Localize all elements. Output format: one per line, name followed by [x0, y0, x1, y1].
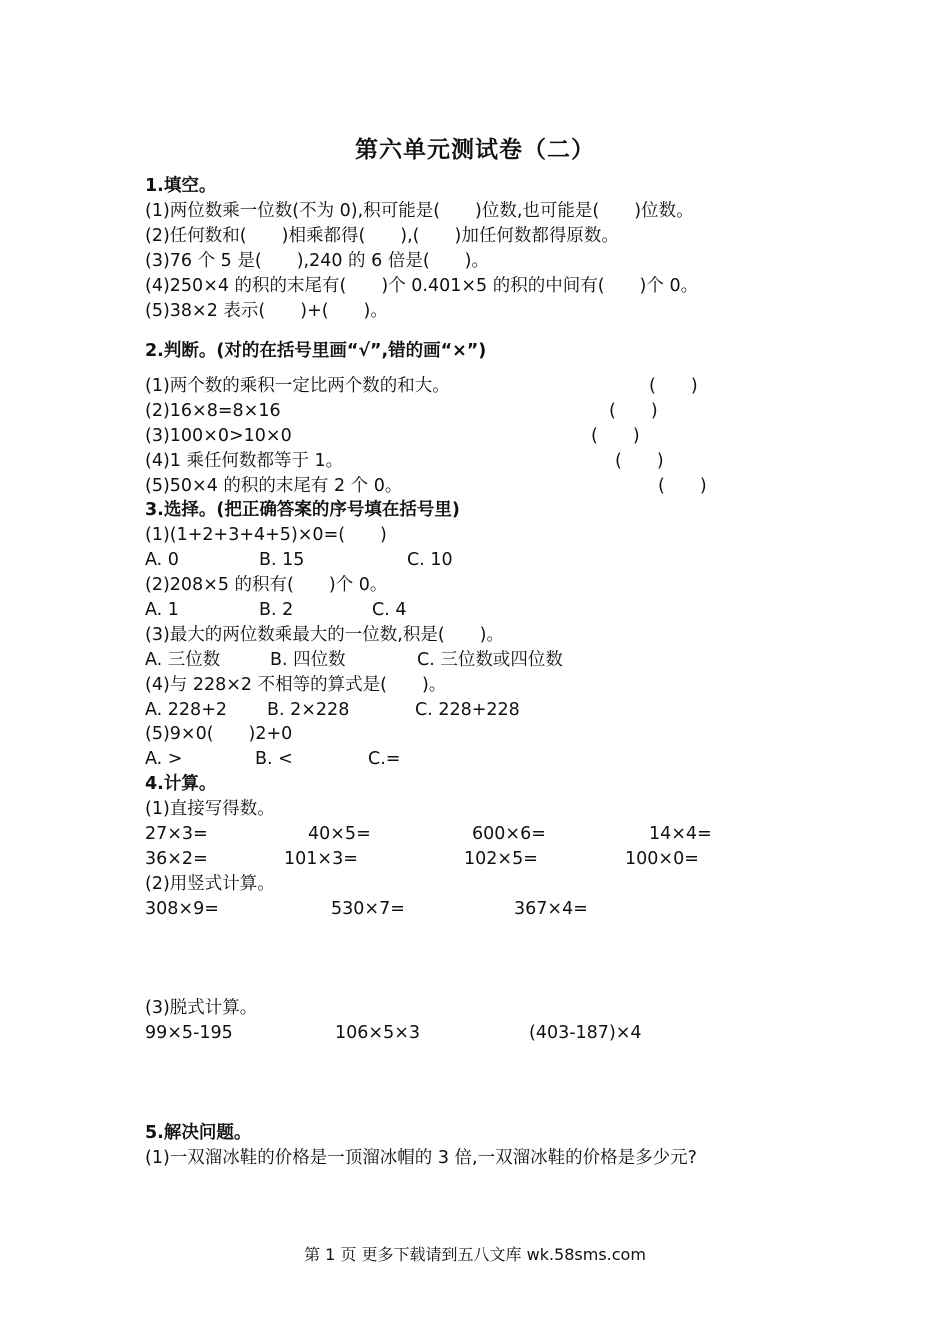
calc-oral-1: 27×3= [145, 824, 208, 844]
judge-bracket-1: ( ) [649, 376, 698, 396]
judge-question-4: (4)1 乘任何数都等于 1。 [145, 451, 344, 471]
calc-oral-5: 36×2= [145, 849, 208, 869]
calc-oral-4: 14×4= [649, 824, 712, 844]
choice-1-option-a: A. 0 [145, 550, 179, 570]
judge-question-3: (3)100×0>10×0 [145, 426, 292, 446]
calc-vertical-3: 367×4= [514, 899, 588, 919]
judge-bracket-4: ( ) [615, 451, 664, 471]
section-1-heading: 1.填空。 [145, 176, 217, 196]
calc-part-3-label: (3)脱式计算。 [145, 998, 258, 1018]
choice-3-option-c: C. 三位数或四位数 [417, 650, 563, 670]
fill-question-1: (1)两位数乘一位数(不为 0),积可能是( )位数,也可能是( )位数。 [145, 201, 694, 221]
choice-question-1: (1)(1+2+3+4+5)×0=( ) [145, 525, 387, 545]
calc-vertical-1: 308×9= [145, 899, 219, 919]
fill-question-4: (4)250×4 的积的末尾有( )个 0.401×5 的积的中间有( )个 0。 [145, 276, 699, 296]
choice-question-4: (4)与 228×2 不相等的算式是( )。 [145, 675, 447, 695]
choice-5-option-b: B. < [255, 749, 293, 769]
page-footer: 第 1 页 更多下载请到五八文库 wk.58sms.com [304, 1245, 646, 1264]
section-2-heading: 2.判断。(对的在括号里画“√”,错的画“×”) [145, 341, 487, 361]
fill-question-3: (3)76 个 5 是( ),240 的 6 倍是( )。 [145, 251, 489, 271]
judge-question-1: (1)两个数的乘积一定比两个数的和大。 [145, 376, 450, 396]
calc-part-1-label: (1)直接写得数。 [145, 799, 275, 819]
choice-4-option-c: C. 228+228 [415, 700, 520, 720]
calc-oral-8: 100×0= [625, 849, 699, 869]
calc-oral-2: 40×5= [308, 824, 371, 844]
choice-4-option-b: B. 2×228 [267, 700, 350, 720]
judge-bracket-2: ( ) [609, 401, 658, 421]
section-4-heading: 4.计算。 [145, 774, 217, 794]
choice-question-5: (5)9×0( )2+0 [145, 724, 293, 744]
calc-oral-6: 101×3= [284, 849, 358, 869]
choice-1-option-c: C. 10 [407, 550, 453, 570]
word-problem-1: (1)一双溜冰鞋的价格是一顶溜冰帽的 3 倍,一双溜冰鞋的价格是多少元? [145, 1148, 697, 1168]
fill-question-2: (2)任何数和( )相乘都得( ),( )加任何数都得原数。 [145, 226, 619, 246]
page-title: 第六单元测试卷（二） [355, 136, 595, 163]
calc-part-2-label: (2)用竖式计算。 [145, 874, 275, 894]
calc-stepwise-2: 106×5×3 [335, 1023, 420, 1043]
choice-2-option-a: A. 1 [145, 600, 179, 620]
judge-question-2: (2)16×8=8×16 [145, 401, 281, 421]
fill-question-5: (5)38×2 表示( )+( )。 [145, 301, 388, 321]
section-3-heading: 3.选择。(把正确答案的序号填在括号里) [145, 500, 460, 520]
calc-oral-3: 600×6= [472, 824, 546, 844]
choice-5-option-c: C.= [368, 749, 401, 769]
calc-oral-7: 102×5= [464, 849, 538, 869]
choice-5-option-a: A. > [145, 749, 183, 769]
choice-question-3: (3)最大的两位数乘最大的一位数,积是( )。 [145, 625, 505, 645]
choice-2-option-b: B. 2 [259, 600, 294, 620]
judge-bracket-3: ( ) [591, 426, 640, 446]
judge-question-5: (5)50×4 的积的末尾有 2 个 0。 [145, 476, 403, 496]
calc-stepwise-1: 99×5-195 [145, 1023, 233, 1043]
calc-vertical-2: 530×7= [331, 899, 405, 919]
choice-3-option-a: A. 三位数 [145, 650, 221, 670]
calc-stepwise-3: (403-187)×4 [529, 1023, 642, 1043]
choice-2-option-c: C. 4 [372, 600, 407, 620]
choice-1-option-b: B. 15 [259, 550, 305, 570]
section-5-heading: 5.解决问题。 [145, 1123, 252, 1143]
judge-bracket-5: ( ) [658, 476, 707, 496]
choice-question-2: (2)208×5 的积有( )个 0。 [145, 575, 388, 595]
choice-4-option-a: A. 228+2 [145, 700, 227, 720]
choice-3-option-b: B. 四位数 [270, 650, 346, 670]
